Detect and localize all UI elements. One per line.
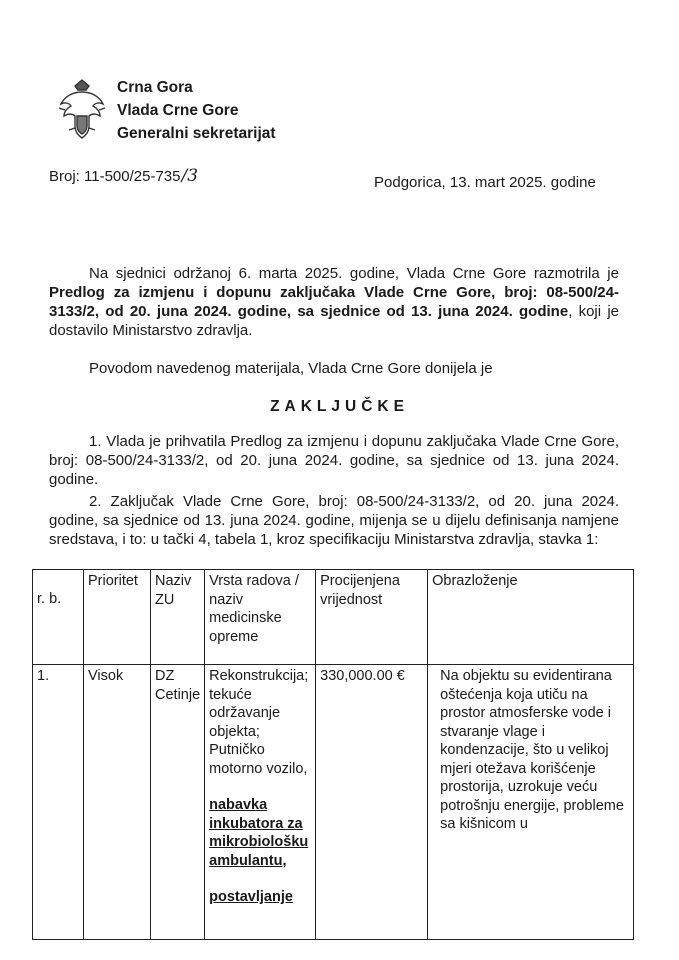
reference-number [49, 166, 198, 186]
cell-rb: 1. [33, 665, 84, 940]
document-date: Podgorica, 13. mart 2025. godine [374, 174, 596, 191]
header-secretariat: Generalni sekretarijat [117, 125, 276, 142]
handwritten-suffix: /3 [181, 166, 199, 186]
cell-naziv: DZ Cetinje [151, 665, 205, 940]
intro-text-b: , koji je dostavilo Ministarstvo zdravlja. [49, 303, 620, 339]
cell-prioritet: Visok [84, 665, 151, 940]
th-vrsta: Vrsta radova / naziv medicinske opreme [205, 570, 316, 665]
intro-text-a: Na sjednici održanoj 6. marta 2025. godine, Vlada Crne Gore razmotrila je [89, 265, 619, 282]
th-vrijednost: Procijenjena vrijednost [316, 570, 428, 665]
issuer-header [117, 76, 276, 145]
conclusion-1: 1. Vlada je prihvatila Predlog za izmjenu i dopunu zaključaka Vlade Crne Gore, broj: 08-500/24-3133/2, od 20. juna 2024. godine, sa sjednice od 13. juna 2024. godine. [49, 433, 619, 488]
vrsta-incubator: nabavka inkubatora za mikrobiološku ambulantu, [209, 797, 309, 869]
header-country: Crna Gora [117, 79, 193, 96]
intro-decision-line: Povodom navedenog materijala, Vlada Crne Gore donijela je [89, 360, 493, 377]
th-naziv: Naziv ZU [151, 570, 205, 665]
conclusion-2: 2. Zaključak Vlade Crne Gore, broj: 08-500/24-3133/2, od 20. juna 2024. godine, sa sjednice od 13. juna 2024. godine, mijenja se u dijelu definisanja namjene sredstava, i to: u tački 4, tabela 1, kroz specifikaciju Ministarstva zdravlja, stavka 1: [49, 493, 619, 548]
vrsta-works: Rekonstrukcija; tekuće održavanje objekta; Putničko motorno vozilo, [209, 668, 309, 777]
intro-paragraph [49, 264, 619, 340]
cell-vrijednost: 330,000.00 € [316, 665, 428, 940]
th-obrazlozenje: Obrazloženje [428, 570, 634, 665]
conclusions-heading: ZAKLJUČKE [270, 398, 409, 415]
specification-table [32, 569, 634, 940]
th-rb: r. b. [33, 570, 84, 665]
intro-bold-subject: Predlog za izmjenu i dopunu zaključaka Vlade Crne Gore, broj: 08-500/24-3133/2, od 20. juna 2024. godine, sa sjednice od 13. juna 2024. godine [49, 284, 619, 320]
cell-vrsta [205, 665, 316, 940]
table-header-row [33, 570, 634, 665]
vrsta-installation: postavljanje [209, 889, 293, 905]
montenegro-coat-of-arms-icon [55, 78, 109, 142]
table-row [33, 665, 634, 940]
broj-label: Broj: 11-500/25-735 [49, 168, 181, 185]
header-government: Vlada Crne Gore [117, 102, 239, 119]
th-prioritet: Prioritet [84, 570, 151, 665]
cell-obrazlozenje: Na objektu su evidentirana oštećenja koja utiču na prostor atmosferske vode i stvaranje vlage i kondenzacije, što u velikoj mjeri otežava korišćenje prostorija, uzrokuje veću potrošnju energije, probleme sa kišnicom u [428, 665, 634, 940]
